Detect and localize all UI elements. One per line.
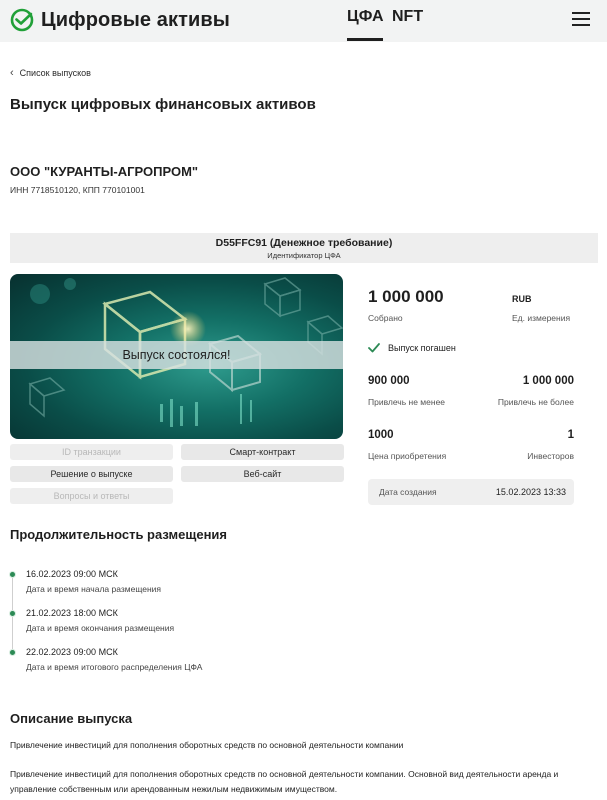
min-raise-value: 900 000 [368, 375, 410, 387]
asset-identifier-label: Идентификатор ЦФА [267, 251, 341, 260]
purchase-price-label: Цена приобретения [368, 451, 447, 461]
timeline-date: 21.02.2023 18:00 МСК [26, 608, 118, 618]
investors-count-value: 1 [567, 429, 574, 441]
unit-label: Ед. измерения [512, 313, 571, 323]
back-link-label: Список выпусков [19, 68, 91, 78]
timeline-date: 22.02.2023 09:00 МСК [26, 647, 118, 657]
creation-date-box [368, 479, 574, 505]
description-long: Привлечение инвестиций для пополнения оборотных средств по основной деятельности компании. Основной вид деятельности аренда и управление собственным или арендованным нежилым недвижимым имуществом. [10, 769, 559, 794]
redeemed-label: Выпуск погашен [388, 343, 456, 353]
description-title: Описание выпуска [10, 711, 133, 726]
active-tab-indicator [347, 38, 383, 41]
asset-identifier-bar [10, 233, 598, 263]
timeline-dot [9, 610, 16, 617]
timeline-date: 16.02.2023 09:00 МСК [26, 569, 118, 579]
timeline-desc: Дата и время окончания размещения [26, 623, 175, 633]
tab-nft[interactable]: NFT [392, 8, 424, 25]
creation-date-label: Дата создания [379, 487, 437, 497]
placement-duration-title: Продолжительность размещения [10, 527, 228, 542]
brand-logo[interactable] [10, 8, 230, 32]
purchase-price-value: 1000 [368, 429, 394, 441]
creation-date-value: 15.02.2023 13:33 [495, 487, 566, 497]
min-raise-label: Привлечь не менее [368, 397, 446, 407]
timeline-desc: Дата и время итогового распределения ЦФА [26, 662, 203, 672]
max-raise-label: Привлечь не более [497, 397, 574, 407]
asset-identifier-code: D55FFC91 (Денежное требование) [215, 237, 393, 249]
redeemed-status [368, 343, 456, 353]
collected-label: Собрано [368, 313, 403, 323]
chevron-left-icon: ‹ [10, 67, 14, 79]
burger-menu-icon[interactable] [572, 12, 590, 26]
faq-button[interactable]: Вопросы и ответы [10, 488, 173, 504]
smart-contract-button[interactable]: Смарт-контракт [181, 444, 344, 460]
page-title: Выпуск цифровых финансовых активов [10, 96, 316, 113]
website-button[interactable]: Веб-сайт [181, 466, 344, 482]
timeline-dot [9, 571, 16, 578]
brand-name: Цифровые активы [41, 8, 230, 31]
checkmark-icon [368, 343, 380, 353]
timeline-desc: Дата и время начала размещения [26, 584, 162, 594]
issue-status-text: Выпуск состоялся! [10, 341, 343, 369]
description-short: Привлечение инвестиций для пополнения оборотных средств по основной деятельности компании [10, 740, 404, 750]
sber-logo-icon [10, 8, 34, 32]
top-header [0, 0, 607, 42]
tab-cfa[interactable]: ЦФА [347, 8, 384, 25]
investors-count-label: Инвесторов [527, 451, 574, 461]
back-link[interactable] [10, 67, 91, 79]
collected-amount: 1 000 000 [368, 287, 444, 306]
issue-decision-button[interactable]: Решение о выпуске [10, 466, 173, 482]
unit-value: RUB [512, 294, 532, 304]
issuer-tax-ids: ИНН 7718510120, КПП 770101001 [10, 185, 145, 195]
issuer-name: ООО "КУРАНТЫ-АГРОПРОМ" [10, 164, 199, 179]
max-raise-value: 1 000 000 [522, 375, 574, 387]
transaction-id-button[interactable]: ID транзакции [10, 444, 173, 460]
timeline-dot [9, 649, 16, 656]
